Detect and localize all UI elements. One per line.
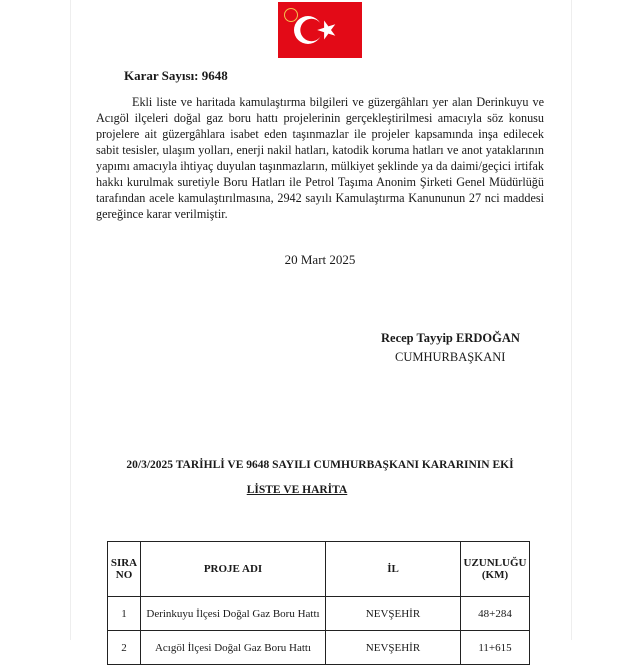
row-length: 11+615 (461, 631, 530, 665)
row-no: 1 (108, 597, 141, 631)
row-city: NEVŞEHİR (326, 631, 461, 665)
signatory-title: CUMHURBAŞKANI (395, 350, 506, 364)
header-proje-adi: PROJE ADI (141, 542, 326, 597)
annex-table (107, 541, 530, 665)
header-uzunlugu: UZUNLUĞU (KM) (461, 542, 530, 597)
row-project-name: Acıgöl İlçesi Doğal Gaz Boru Hattı (141, 631, 326, 665)
decision-paragraph: Ekli liste ve haritada kamulaştırma bilgileri ve güzergâhları yer alan Derinkuyu ve Acıgöl ilçeleri doğal gaz boru hattı projelerinin gerçekleştirilmesi amacıyla söz konusu projelere ait güzergâhlara isabet eden taşınmazlar ile projeler kapsamında inşa edilecek sabit tesisler, ulaşım yolları, enerji nakil hatları, katodik koruma hatları ve anot yataklarının yapımı amacıyla ihtiyaç duyulan taşınmazların, mülkiyet şeklinde ya da daimi/geçici irtifak hakkı kurulmak suretiyle Boru Hatları ile Petrol Taşıma Anonim Şirketi Genel Müdürlüğü tarafından acele kamulaştırılmasına, 2942 sayılı Kamulaştırma Kanununun 27 nci maddesi gereğince karar verilmiştir. (96, 95, 544, 221)
decision-body (96, 94, 544, 222)
decision-number: Karar Sayısı: 9648 (124, 68, 228, 83)
row-project-name: Derinkuyu İlçesi Doğal Gaz Boru Hattı (141, 597, 326, 631)
header-sira-no: SIRA NO (108, 542, 141, 597)
row-city: NEVŞEHİR (326, 597, 461, 631)
table-row (108, 597, 530, 631)
decision-date: 20 Mart 2025 (284, 252, 356, 267)
header-il: İL (326, 542, 461, 597)
row-no: 2 (108, 631, 141, 665)
row-length: 48+284 (461, 597, 530, 631)
signatory-name: Recep Tayyip ERDOĞAN (381, 331, 520, 345)
presidential-seal-icon (284, 8, 298, 22)
table-row (108, 631, 530, 665)
annex-title: 20/3/2025 TARİHLİ VE 9648 SAYILI CUMHURBAŞKANI KARARININ EKİ (126, 459, 514, 471)
table-header-row (108, 542, 530, 597)
annex-subtitle: LİSTE VE HARİTA (246, 484, 348, 496)
